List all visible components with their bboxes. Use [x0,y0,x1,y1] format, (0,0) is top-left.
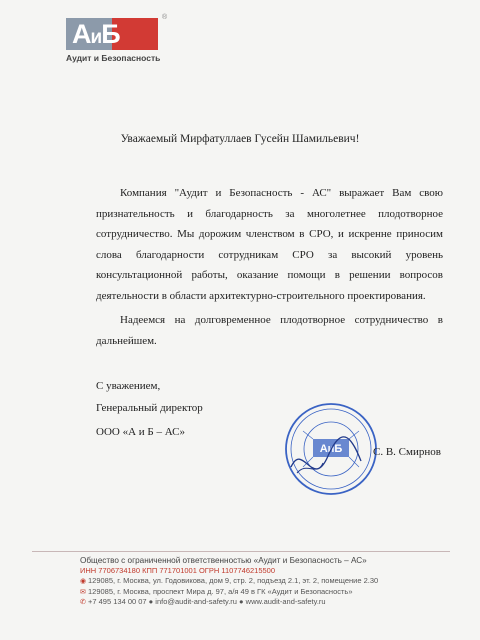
location-icon: ◉ [80,578,87,585]
mail-icon: ✉ [80,589,86,596]
letter-paragraph: Компания "Аудит и Безопасность - АС" выражает Вам свою признательность и благодарность за многолетнее плодотворное сотрудничество. Мы дорожим членством в СРО, и искренне приносим слова благодарности сотрудникам СРО за высокий уровень консультационной работы, оказание помощи в решении вопросов деятельности в области архитектурно-строительного проектирования. [96,187,443,302]
footer-address-2: ✉ 129085, г. Москва, проспект Мира д. 97, а/я 49 в ГК «Аудит и Безопасность» [80,587,353,596]
footer-requisites: ИНН 7706734180 КПП 771701001 ОГРН 1107746215500 [80,566,276,575]
closing-phrase: С уважением, [96,380,161,392]
signer-position: Генеральный директор [96,402,203,414]
signer-company: ООО «А и Б – АС» [96,426,185,438]
registered-mark: ® [162,14,168,21]
salutation: Уважаемый Мирфатуллаев Гусейн Шамильевич! [120,133,360,145]
footer-address-1: ◉ 129085, г. Москва, ул. Годовикова, дом 9, стр. 2, подъезд 2.1, эт. 2, помещение 2.30 [80,576,379,585]
signer-name: С. В. Смирнов [373,446,441,458]
footer-divider [32,551,450,552]
phone-icon: ✆ [80,599,86,606]
company-stamp [283,401,379,497]
logo-caption: Аудит и Безопасность [66,53,161,63]
svg-text:АиБ: АиБ [319,443,343,455]
footer-contacts: ✆ +7 495 134 00 07 ● info@audit-and-safety.ru ● www.audit-and-safety.ru [80,597,326,606]
logo-mark: АиБ [66,18,158,50]
letter-paragraph: Надеемся на долговременное плодотворное сотрудничество в дальнейшем. [96,314,443,347]
footer-company: Общество с ограниченной ответственностью «Аудит и Безопасность – АС» [80,556,367,565]
company-logo [66,14,168,66]
